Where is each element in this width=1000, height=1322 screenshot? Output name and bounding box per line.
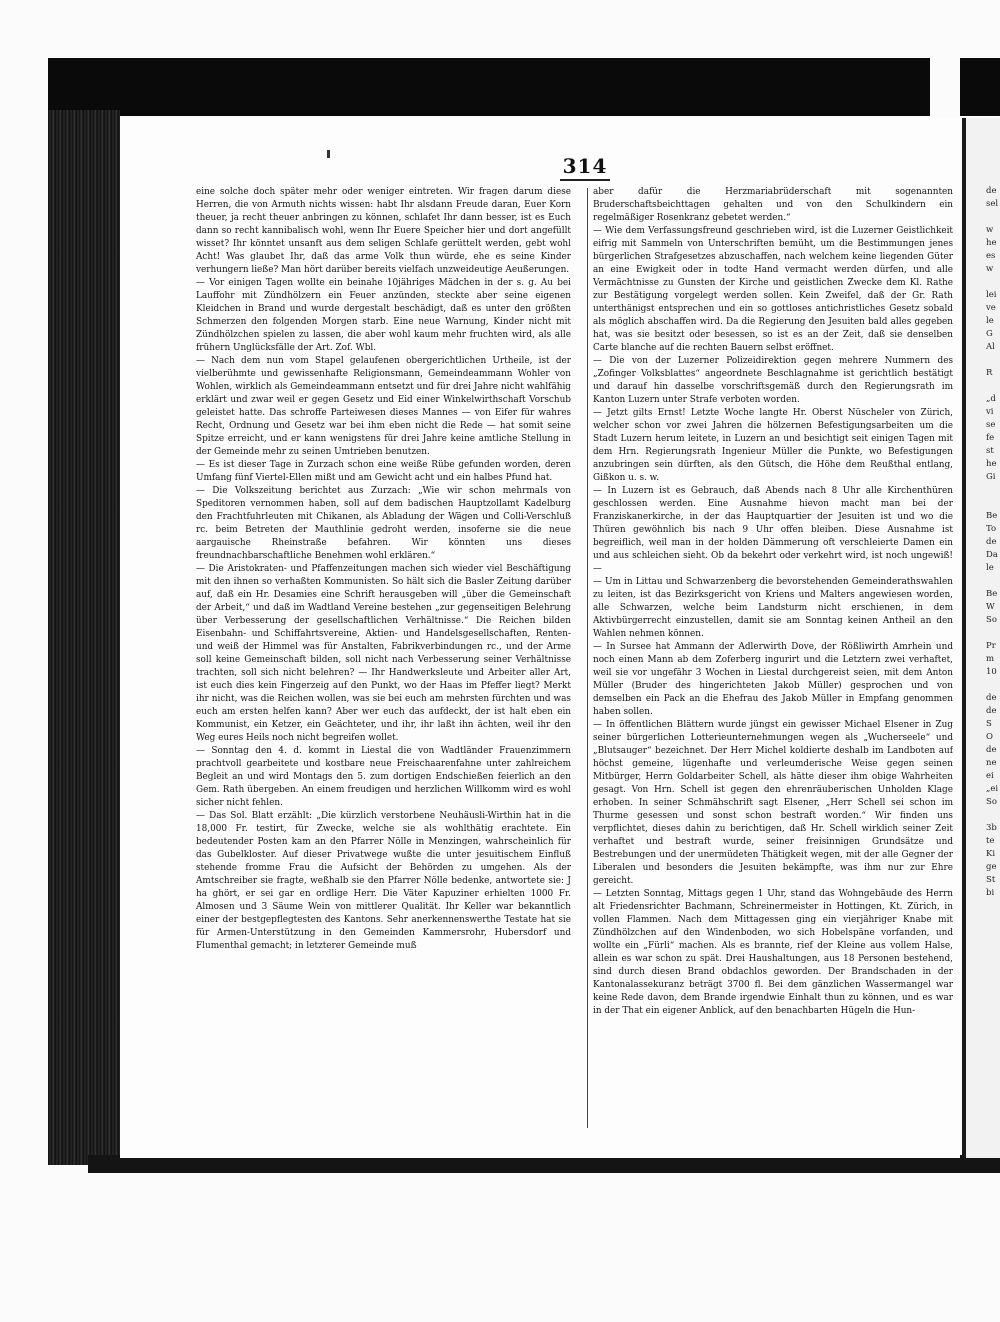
left-column xyxy=(196,186,571,1136)
article-paragraph: — Die Aristokraten- und Pfaffenzeitungen machen sich wieder viel Beschäftigung mit den ihnen so verhaßten Kommunisten. So hält sich die Basler Zeitung darüber auf, daß ein Hr. Desamies eine Schrift herausgeben will „über die Gemeinschaft der Arbeit,“ und daß im Wadtland Vereine bestehen „zur gegenseitigen Belehrung über Verbesserung der gesellschaftlichen Verhältnisse.“ Die Reichen bilden Eisenbahn- und Schiffahrtsvereine, Aktien- und Handelsgesellschaften, Renten- und weiß der Himmel was für Anstalten, Fabrikverbindungen rc., und der Arme soll keine Gemeinschaft bilden, soll nicht nach Verbesserung seiner Verhältnisse trachten, soll sich nicht belehren? — Ihr Handwerksleute und Arbeiter aller Art, ist euch dies kein Fingerzeig auf den Punkt, wo der Haas im Pfeffer liegt? Merkt ihr nicht, was die Reichen wollen, was sie bei euch am mehrsten fürchten und was euch am ersten helfen kann? Aber wer euch das aufdeckt, der ist halt eben ein Kommunist, ein Ketzer, ein Geächteter, und ihr, ihr laßt ihn ächten, weil ihr den Weg eures Heils noch nicht begreifen wollet. xyxy=(196,564,571,743)
scan-mark xyxy=(327,150,330,158)
page-number-rule xyxy=(560,179,610,181)
article-paragraph: aber dafür die Herzmariabrüderschaft mit sogenannten Bruderschaftsbeichttagen gehalten und von den Schulkindern ein regelmäßiger Rosenkranz gebetet werden.“ xyxy=(593,187,953,223)
right-column xyxy=(593,186,953,1136)
book-edge-top xyxy=(48,58,1000,116)
article-paragraph: — Wie dem Verfassungsfreund geschrieben wird, ist die Luzerner Geistlichkeit eifrig mit Sammeln von Unterschriften bemüht, um die Bestimmungen jenes bürgerlichen Strafgesetzes abzuschaffen, nach welchem keine liegenden Güter an eine Ewigkeit oder in todte Hand vermacht werden dürfen, und alle Vermächtnisse zu Gunsten der Kirche und geistlichen Zwecke dem Kl. Rathe zur Bestätigung vorgelegt werden sollen. Kein Zweifel, daß der Gr. Rath unterthänigst entsprechen und ein so gottloses antichristliches Gesetz sobald als möglich abschaffen wird. Da die Regierung den Jesuiten bald alles gegeben hat, was sie besitzt oder besessen, so ist es an der Zeit, daß sie denselben Carte blanche auf die rechten Bauern selbst eröffnet. xyxy=(593,226,953,353)
article-paragraph: — In öffentlichen Blättern wurde jüngst ein gewisser Michael Elsener in Zug seiner bürgerlichen Lotterieunternehmungen wegen als „Wucherseele“ und „Blutsauger“ bezeichnet. Der Herr Michel koldierte deshalb im Landboten auf höchst gemeine, lügenhafte und verleumderische Weise gegen seinen Mitbürger, Herrn Goldarbeiter Schell, als hätte dieser ihm obige Wahrheiten gesagt. Von Hrn. Schell ist gegen den ehrenräuberischen Unholden Klage erhoben. In seiner Schmähschrift sagt Elsener, „Herr Schell sei schon im Thurme gesessen und sonst schon bestraft worden.“ Wir finden uns verpflichtet, dieses dahin zu berichtigen, daß Hr. Schell wirklich seiner Zeit verhaftet und bestraft wurde, seiner freisinnigen Grundsätze und Bestrebungen und der unermüdeten Thätigkeit wegen, mit der alle Gegner der Liberalen und besonders die Jesuiten bekämpfte, was ihm nur zur Ehre gereicht. xyxy=(593,720,953,886)
page-number: 314 xyxy=(562,154,608,178)
article-paragraph: — Vor einigen Tagen wollte ein beinahe 10jähriges Mädchen in der s. g. Au bei Lauffohr mit Zündhölzern ein Feuer anzünden, steckte aber seine eigenen Kleidchen in Brand und wurde dergestalt beschädigt, daß es unter den größten Schmerzen den folgenden Morgen starb. Eine neue Warnung, Kinder nicht mit Zündhölzchen spielen zu lassen, die aber wohl kaum mehr fruchten wird, als alle frühern Unglücksfälle der Art. Zof. Wbl. xyxy=(196,278,571,353)
article-paragraph: — In Luzern ist es Gebrauch, daß Abends nach 8 Uhr alle Kirchenthüren geschlossen werden. Eine Ausnahme hievon macht man bei der Franziskanerkirche, in der das Hauptquartier der Jesuiten ist und wo die Thüren gewöhnlich bis nach 9 Uhr offen bleiben. Diese Ausnahme ist begreiflich, weil man in der holden Dämmerung oft verschleierte Damen ein und aus schleichen sieht. Ob da bekehrt oder verkehrt wird, ist noch ungewiß! — xyxy=(593,486,953,574)
article-paragraph: — Die Volkszeitung berichtet aus Zurzach: „Wie wir schon mehrmals von Speditoren vernommen haben, soll auf dem badischen Hauptzollamt Kadelburg den Frachtfuhrleuten mit Chikanen, als Abladung der Wägen und Colli-Verschluß rc. beim Betreten der Mauthlinie gedroht werden, insoferne sie die neue aargauische Rheinstraße befahren. Wir könnten uns dieses freundnachbarschaftliche Benehmen wohl erklären.“ xyxy=(196,486,571,561)
column-divider xyxy=(587,188,588,1128)
article-paragraph: — Das Sol. Blatt erzählt: „Die kürzlich verstorbene Neuhäusli-Wirthin hat in die 18,000 Fr. testirt, für Zwecke, welche sie als wohlthätig erachtete. Ein bedeutender Posten kam an den Pfarrer Nölle in Menzingen, wahrscheinlich für das Gubelkloster. Auf dieser Privatwege wußte die unter jesuitischem Einfluß stehende fromme Frau die Aufsicht der Behörden zu umgehen. Als der Amtschreiber sie fragte, weßhalb sie den Pfarrer Nölle bedenke, antwortete sie: J ha ghört, er sei gar en ordlige Herr. Die Väter Kapuziner erhielten 1000 Fr. Almosen und 3 Säume Wein von mittlerer Qualität. Ihr Keller war bekanntlich einer der bestgepflegtesten des Kantons. Sehr anerkennenswerthe Testate hat sie für Armen-Unterstützung in den Gemeinden Kammersrohr, Hubersdorf und Flumenthal gemacht; in letzterer Gemeinde muß xyxy=(196,811,571,951)
article-paragraph: — Es ist dieser Tage in Zurzach schon eine weiße Rübe gefunden worden, deren Umfang fünf Viertel-Ellen mißt und am Gewicht acht und ein halbes Pfund hat. xyxy=(196,460,571,483)
article-paragraph: — In Sursee hat Ammann der Adlerwirth Dove, der Rößliwirth Amrhein und noch einen Mann ab dem Zoferberg ingurirt und die Letztern zwei verhaftet, weil sie vor ungefähr 3 Wochen in Liestal durchgereist seien, mit dem Anton Müller (Bruder des hingerichteten Jakob Müller) gesprochen und von demselben ein Pack an die Ehefrau des Jakob Müller in Empfang genommen haben sollen. xyxy=(593,642,953,717)
book-edge-gap xyxy=(930,58,960,123)
article-paragraph: — Nach dem nun vom Stapel gelaufenen obergerichtlichen Urtheile, ist der vielberühmte und gewissenhafte Religionsmann, Gemeindeammann Wohler von Wohlen, wirklich als Gemeindeammann entsetzt und für drei Jahre nicht wahlfähig erklärt und zwar weil er gegen Gesetz und Eid einer Winkelwirthschaft Vorschub geleistet hatte. Das schroffe Parteiwesen dieses Mannes — von Eifer für wahres Recht, Ordnung und Gesetz war bei ihm eben nicht die Rede — hat somit seine Spitze erreicht, und er kann wenigstens für drei Jahre keine amtliche Stellung in der Gemeinde mehr zu seinen Umtrieben benutzen. xyxy=(196,356,571,457)
book-spine-edge xyxy=(48,110,120,1165)
next-page-fragment: de sel w he es w lei ve le G Al R „d vi se fe st he Gi Be To de Da le Be W So Pr m 10 de de S O de ne ei „ei So 3b te Ki ge St bi xyxy=(986,186,999,898)
article-paragraph: — Sonntag den 4. d. kommt in Liestal die von Wadtländer Frauenzimmern prachtvoll gearbeitete und kostbare neue Freischaarenfahne unter zahlreichem Begleit an und wird Montags den 5. zum dortigen Endschießen feierlich an den Gem. Rath übergeben. An einem freudigen und herzlichen Willkomm wird es wohl sicher nicht fehlen. xyxy=(196,746,571,808)
article-paragraph: — Jetzt gilts Ernst! Letzte Woche langte Hr. Oberst Nüscheler von Zürich, welcher schon vor zwei Jahren die hölzernen Befestigungsarbeiten um die Stadt Luzern herum leitete, in Luzern an und besichtigt seit einigen Tagen mit dem Hrn. Regierungsrath Ingenieur Müller die Punkte, wo Befestigungen anzubringen sein dürften, als den Gütsch, die Höhe dem Reußthal entlang, Gißkon u. s. w. xyxy=(593,408,953,483)
article-paragraph: — Um in Littau und Schwarzenberg die bevorstehenden Gemeinderathswahlen zu leiten, ist das Bezirksgericht von Kriens und Malters angewiesen worden, alle Schwarzen, welche beim Landsturm nicht erschienen, in dem Aktivbürgerrecht einzustellen, damit sie am Sonntag keinen Antheil an den Wahlen nehmen können. xyxy=(593,577,953,639)
article-paragraph: — Letzten Sonntag, Mittags gegen 1 Uhr, stand das Wohngebäude des Herrn alt Friedensrichter Bachmann, Schreinermeister in Hottingen, Kt. Zürich, in vollen Flammen. Nach dem Mittagessen ging ein vierjähriger Knabe mit Zündhölzchen auf den Windenboden, wo sich Hobelspäne vorfanden, und wollte ein „Fürli“ machen. Als es brannte, rief der Kleine aus vollem Halse, allein es war schon zu spät. Drei Haushaltungen, aus 18 Personen bestehend, sind durch diesen Brand obdachlos geworden. Der Brandschaden in der Kantonalassekuranz beträgt 3700 fl. Bei dem gänzlichen Wassermangel war keine Rede davon, dem Brande irgendwie Einhalt thun zu können, und es war in der That ein eigener Anblick, auf den benachbarten Hügeln die Hun- xyxy=(593,889,953,1016)
article-paragraph: — Die von der Luzerner Polizeidirektion gegen mehrere Nummern des „Zofinger Volksblattes“ angeordnete Beschlagnahme ist gerichtlich bestätigt und darauf hin dasselbe vorschriftsgemäß durch den Regierungsrath im Kanton Luzern unter Strafe verboten worden. xyxy=(593,356,953,405)
article-paragraph: eine solche doch später mehr oder weniger eintreten. Wir fragen darum diese Herren, die von Armuth nichts wissen: habt Ihr alsdann Freude daran, Euer Korn theuer, ja recht theuer anbringen zu können, schlafet Ihr dann besser, ist es Euch dann so recht kannibalisch wohl, wenn Ihr Euere Speicher hier und dort angefüllt wisset? Ihr könntet unsanft aus dem seligen Schlafe gerüttelt werden, gebt wohl Acht! Was glaubet Ihr, daß das arme Volk thun würde, ehe es seine Kinder verhungern ließe? Man hört darüber bereits vielfach unzweideutige Aeußerungen. xyxy=(196,187,571,275)
